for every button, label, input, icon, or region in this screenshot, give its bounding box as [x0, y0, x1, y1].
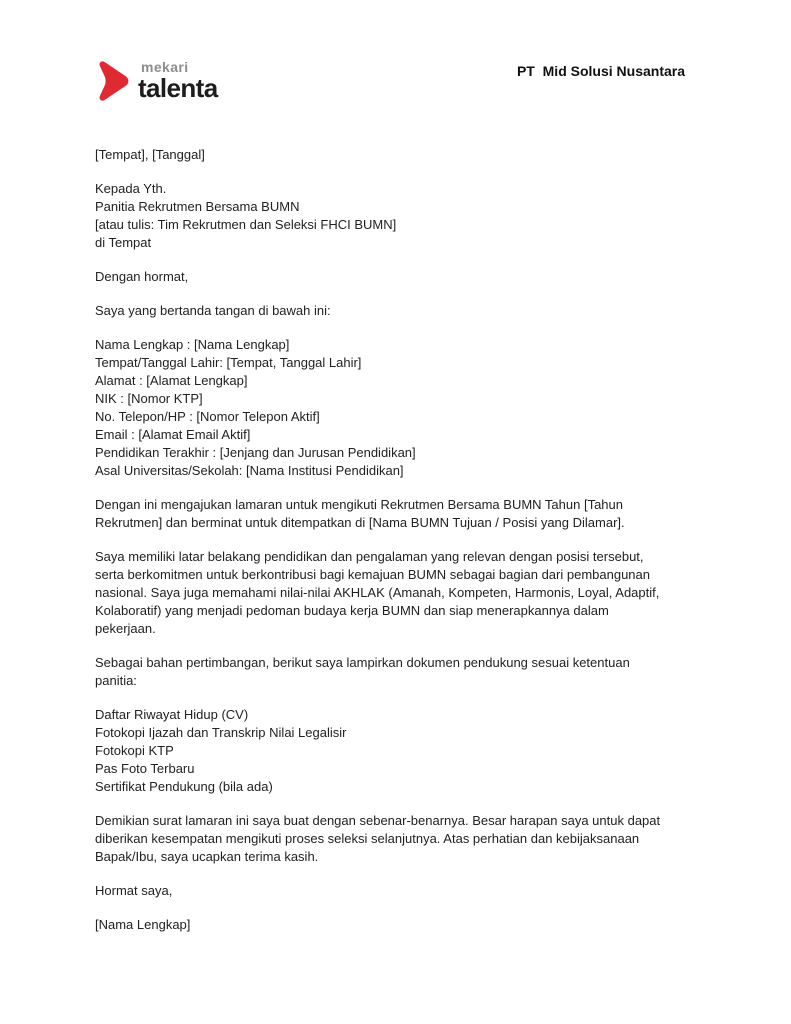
letter-line: [Tempat], [Tanggal] — [95, 147, 205, 162]
attachment-item: Sertifikat Pendukung (bila ada) — [95, 779, 273, 794]
mekari-arrow-icon — [95, 60, 129, 102]
mekari-talenta-logo — [95, 60, 218, 102]
letter-line: Email : [Alamat Email Aktif] — [95, 427, 251, 442]
letter-line: serta berkomitmen untuk berkontribusi bagi kemajuan BUMN sebagai bagian dari pembangunan — [95, 567, 650, 582]
closing-paragraph — [95, 812, 710, 866]
letter-line: di Tempat — [95, 235, 152, 250]
signoff-block — [95, 882, 710, 900]
letter-line: Dengan ini mengajukan lamaran untuk mengikuti Rekrutmen Bersama BUMN Tahun [Tahun — [95, 497, 623, 512]
letter-line: Alamat : [Alamat Lengkap] — [95, 373, 248, 388]
letter-line: [Nama Lengkap] — [95, 917, 191, 932]
logo-word-mekari: mekari — [141, 59, 189, 75]
letter-line: Hormat saya, — [95, 883, 173, 898]
company-name: PT Mid Solusi Nusantara — [516, 63, 685, 79]
attachment-item: Daftar Riwayat Hidup (CV) — [95, 707, 249, 722]
letter-line: nasional. Saya juga memahami nilai-nilai AKHLAK (Amanah, Kompeten, Harmonis, Loyal, Adaptif, — [95, 585, 660, 600]
attachment-item: Fotokopi KTP — [95, 743, 174, 758]
attachment-item: Fotokopi Ijazah dan Transkrip Nilai Legalisir — [95, 725, 347, 740]
letter-line: Sebagai bahan pertimbangan, berikut saya lampirkan dokumen pendukung sesuai ketentuan — [95, 655, 630, 670]
opening-line — [95, 302, 710, 320]
letter-line: panitia: — [95, 673, 137, 688]
letter-line: Pendidikan Terakhir : [Jenjang dan Jurusan Pendidikan] — [95, 445, 416, 460]
recipient-block — [95, 180, 710, 252]
letter-line: Saya yang bertanda tangan di bawah ini: — [95, 303, 331, 318]
logo-wordmark — [138, 60, 218, 102]
application-paragraph — [95, 496, 710, 532]
letter-body — [95, 146, 710, 950]
signature-name-block — [95, 916, 710, 934]
letter-line: Dengan hormat, — [95, 269, 189, 284]
logo-word-talenta: talenta — [138, 73, 218, 103]
letter-line: Kolaboratif) yang menjadi pedoman budaya kerja BUMN dan siap menerapkannya dalam — [95, 603, 609, 618]
letter-line: No. Telepon/HP : [Nomor Telepon Aktif] — [95, 409, 320, 424]
attachments-intro-paragraph — [95, 654, 710, 690]
letter-line: Rekrutmen] dan berminat untuk ditempatkan di [Nama BUMN Tujuan / Posisi yang Dilamar]. — [95, 515, 625, 530]
letter-line: pekerjaan. — [95, 621, 156, 636]
letter-line: Saya memiliki latar belakang pendidikan dan pengalaman yang relevan dengan posisi tersebut, — [95, 549, 644, 564]
place-date-line — [95, 146, 710, 164]
letter-line: Panitia Rekrutmen Bersama BUMN — [95, 199, 300, 214]
letter-line: diberikan kesempatan mengikuti proses seleksi selanjutnya. Atas perhatian dan kebijaksanaan — [95, 831, 640, 846]
applicant-details-block — [95, 336, 710, 480]
attachments-list — [95, 706, 710, 796]
letter-line: Demikian surat lamaran ini saya buat dengan sebenar-benarnya. Besar harapan saya untuk dapat — [95, 813, 661, 828]
letter-line: Nama Lengkap : [Nama Lengkap] — [95, 337, 290, 352]
attachment-item: Pas Foto Terbaru — [95, 761, 195, 776]
salutation-block — [95, 268, 710, 286]
letter-line: Asal Universitas/Sekolah: [Nama Institusi Pendidikan] — [95, 463, 404, 478]
letter-line: Bapak/Ibu, saya ucapkan terima kasih. — [95, 849, 319, 864]
letter-line: NIK : [Nomor KTP] — [95, 391, 203, 406]
qualification-paragraph — [95, 548, 710, 638]
letter-line: Kepada Yth. — [95, 181, 167, 196]
letter-line: Tempat/Tanggal Lahir: [Tempat, Tanggal Lahir] — [95, 355, 362, 370]
letterhead — [95, 52, 685, 102]
letter-line: [atau tulis: Tim Rekrutmen dan Seleksi FHCI BUMN] — [95, 217, 397, 232]
